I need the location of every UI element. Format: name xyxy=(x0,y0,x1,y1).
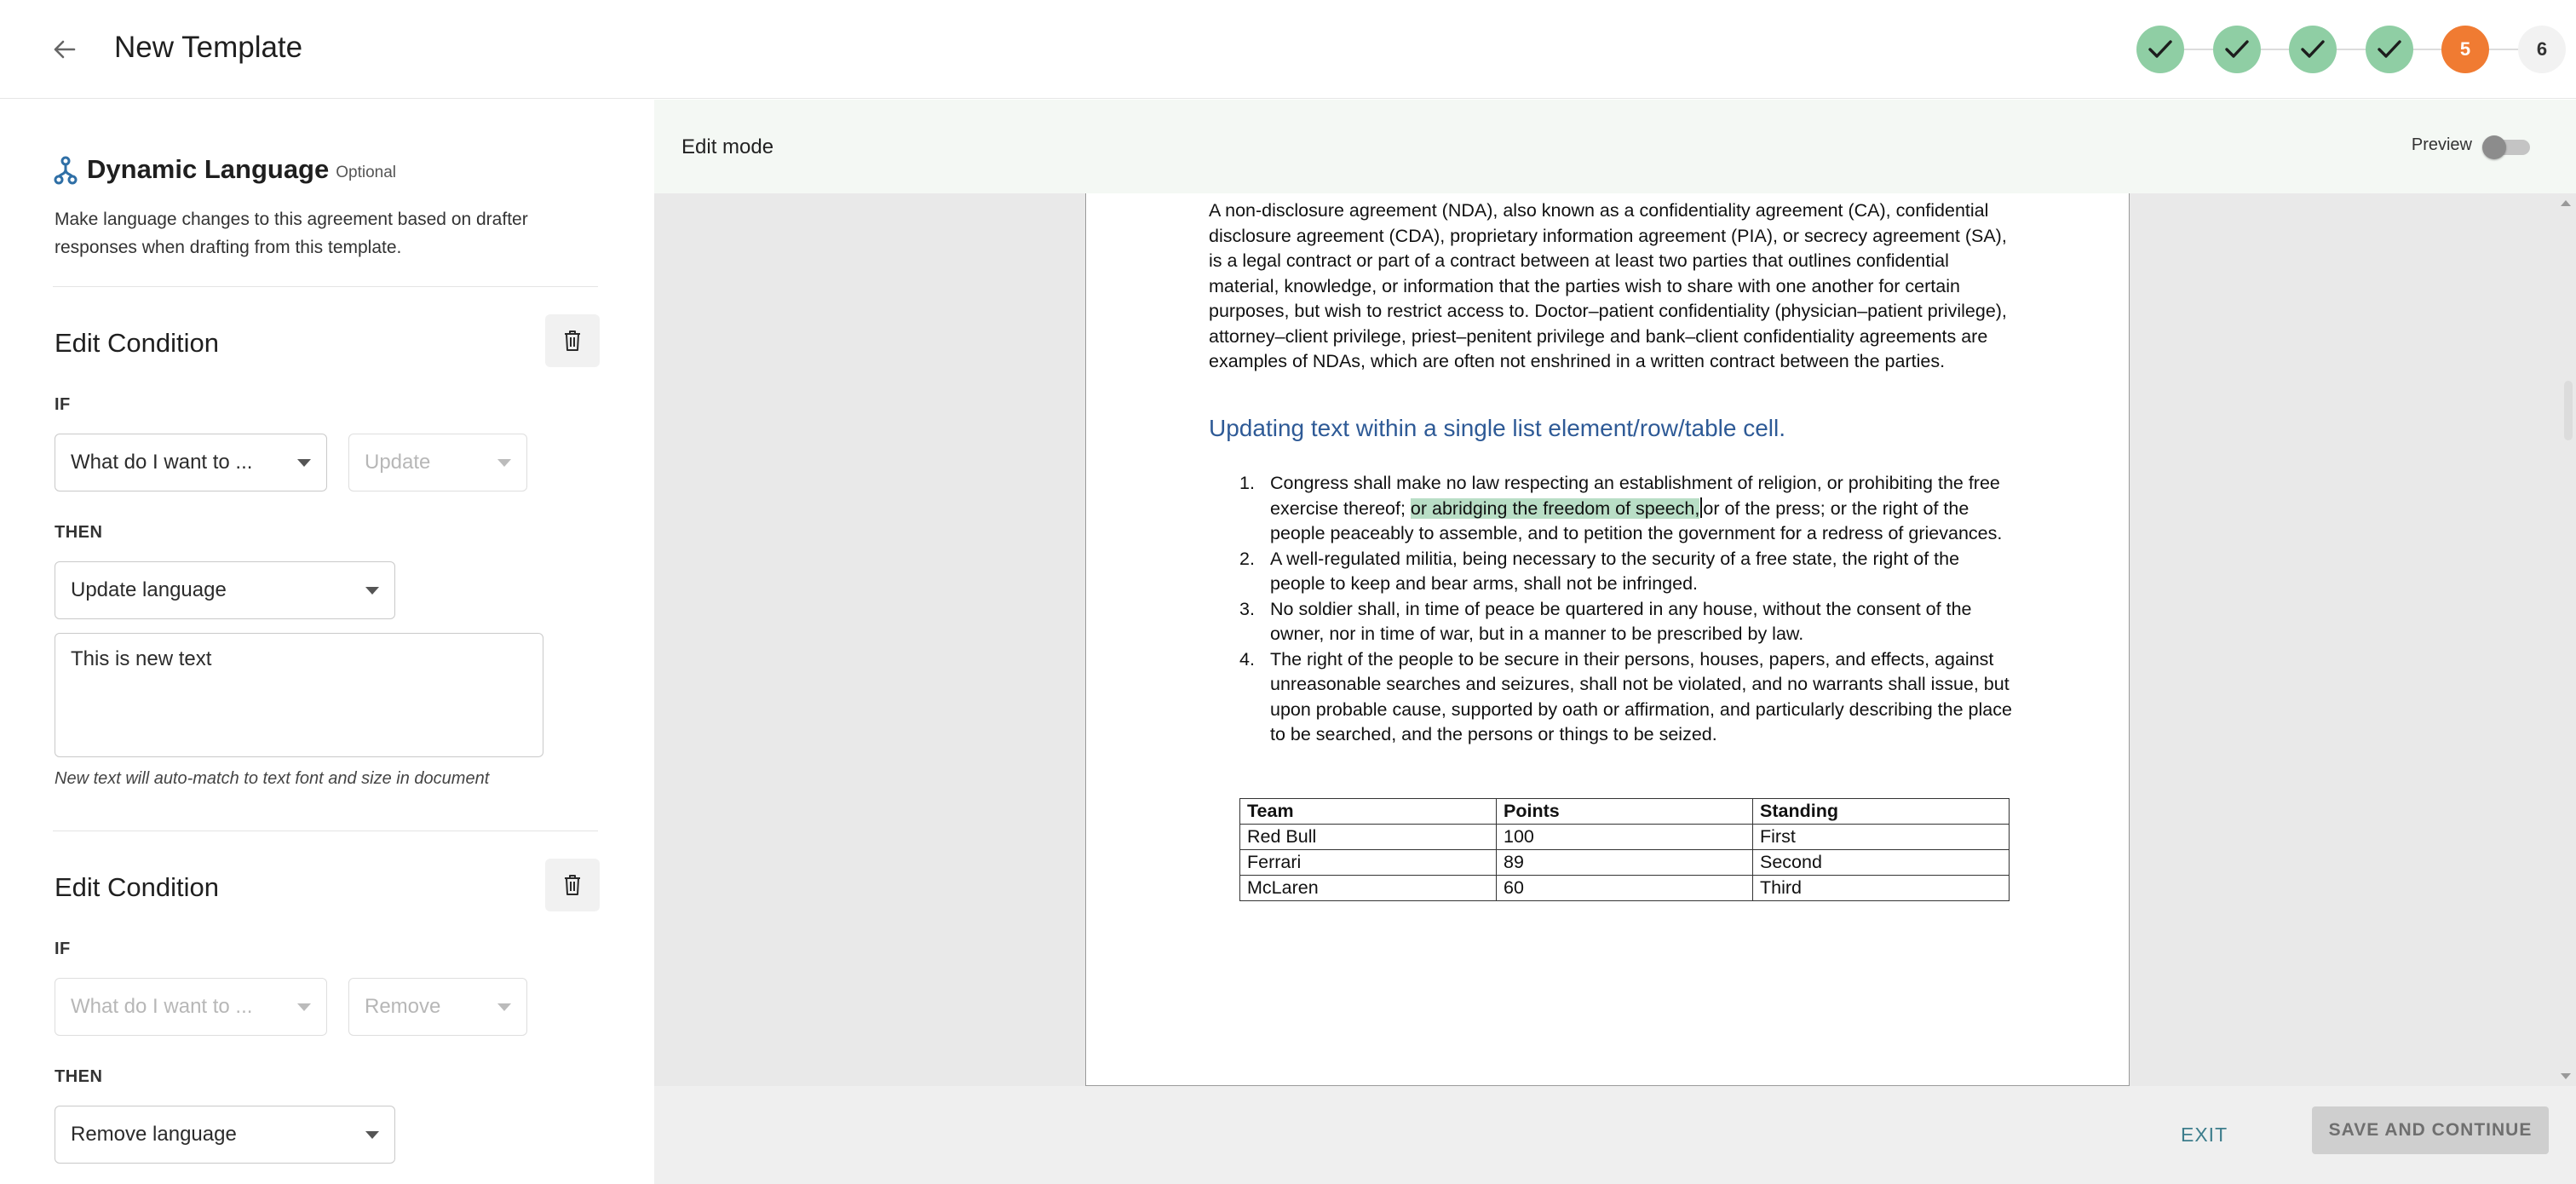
list-item[interactable] xyxy=(1209,471,2018,547)
table-cell[interactable]: 100 xyxy=(1497,825,1753,850)
exit-button[interactable]: EXIT xyxy=(2181,1124,2228,1146)
section-header xyxy=(53,154,396,185)
progress-stepper xyxy=(2133,26,2576,73)
then-select[interactable] xyxy=(55,1106,395,1164)
chevron-down-icon xyxy=(297,459,311,467)
action-select[interactable] xyxy=(348,978,527,1036)
table-header-cell[interactable]: Standing xyxy=(1753,799,2010,825)
chevron-down-icon xyxy=(365,1131,379,1139)
chevron-down-icon xyxy=(497,1003,511,1011)
list-item[interactable] xyxy=(1209,647,2018,748)
then-select[interactable] xyxy=(55,561,395,619)
table-header-row xyxy=(1240,799,2010,825)
new-text-input[interactable] xyxy=(55,633,543,757)
page-title: New Template xyxy=(114,31,303,64)
editor-footer xyxy=(654,1086,2576,1184)
step-5-current[interactable]: 5 xyxy=(2441,26,2489,73)
step-1-complete[interactable] xyxy=(2136,26,2184,73)
preview-toggle[interactable] xyxy=(2482,135,2532,158)
trash-icon xyxy=(563,330,582,352)
table-row xyxy=(1240,850,2010,876)
table-header-cell[interactable]: Points xyxy=(1497,799,1753,825)
if-label: IF xyxy=(55,395,71,414)
section-description: Make language changes to this agreement based on drafter responses when drafting from this template. xyxy=(55,210,528,257)
section-title: Dynamic Language xyxy=(87,154,330,184)
document-editor xyxy=(654,100,2576,1184)
table-cell[interactable]: Red Bull xyxy=(1240,825,1497,850)
scroll-down-arrow-icon[interactable] xyxy=(2561,1073,2571,1079)
question-select[interactable] xyxy=(55,434,327,491)
list-item-text: The right of the people to be secure in their persons, houses, papers, and effects, against unreasonable searches and seizures, shall not be violated, and no warrants shall issue, but upon probable cause, supported by oath or affirmation, and particularly describing the place to be searched, and the persons or things to be seized. xyxy=(1270,648,2012,744)
standings-table xyxy=(1239,798,2010,901)
chevron-down-icon xyxy=(297,1003,311,1011)
action-select[interactable] xyxy=(348,434,527,491)
table-cell[interactable]: Third xyxy=(1753,876,2010,901)
table-cell[interactable]: 60 xyxy=(1497,876,1753,901)
toggle-knob xyxy=(2482,135,2506,159)
then-label: THEN xyxy=(55,523,103,542)
table-row xyxy=(1240,825,2010,850)
step-3-complete[interactable] xyxy=(2289,26,2337,73)
table-header-cell[interactable]: Team xyxy=(1240,799,1497,825)
chevron-down-icon xyxy=(497,459,511,467)
delete-condition-1-button[interactable] xyxy=(545,314,600,367)
list-item-text: Congress shall make no law respecting an establishment of religion, or prohibiting the free exercise thereof; xyxy=(1270,473,2000,519)
step-4-complete[interactable] xyxy=(2366,26,2413,73)
then-select-value: Remove language xyxy=(71,1123,237,1146)
then-select-value: Update language xyxy=(71,578,227,601)
top-header xyxy=(0,0,2576,99)
trash-icon xyxy=(563,874,582,896)
back-arrow-icon[interactable] xyxy=(48,32,82,66)
checkmark-icon xyxy=(2377,39,2402,60)
table-row xyxy=(1240,876,2010,901)
list-item-text: A well-regulated militia, being necessary to the security of a free state, the right of the people to keep and bear arms, shall not be infringed. xyxy=(1270,548,1960,594)
condition-2-title: Edit Condition xyxy=(55,872,220,902)
editor-toolbar xyxy=(654,100,2576,193)
delete-condition-2-button[interactable] xyxy=(545,859,600,911)
action-select-value: Remove xyxy=(365,995,441,1018)
numbered-list xyxy=(1209,471,2018,748)
branch-icon xyxy=(53,156,78,185)
list-item[interactable] xyxy=(1209,597,2018,647)
list-item-text: or of the press; or the right of the people peaceably to assemble, and to petition the government for a redress of grievances. xyxy=(1270,497,2003,543)
checkmark-icon xyxy=(2224,39,2250,60)
optional-label: Optional xyxy=(336,164,397,181)
auto-match-hint: New text will auto-match to text font and size in document xyxy=(55,769,490,788)
list-number: 2. xyxy=(1239,548,1255,569)
checkmark-icon xyxy=(2148,39,2173,60)
list-number: 3. xyxy=(1239,598,1255,619)
checkmark-icon xyxy=(2300,39,2326,60)
step-6-upcoming[interactable]: 6 xyxy=(2518,26,2566,73)
question-select-value: What do I want to ... xyxy=(71,451,253,474)
document-heading[interactable]: Updating text within a single list element/row/table cell. xyxy=(1209,415,1786,441)
table-cell[interactable]: Second xyxy=(1753,850,2010,876)
table-cell[interactable]: McLaren xyxy=(1240,876,1497,901)
table-cell[interactable]: Ferrari xyxy=(1240,850,1497,876)
action-select-value: Update xyxy=(365,451,431,474)
scrollbar-thumb[interactable] xyxy=(2564,381,2573,440)
then-label: THEN xyxy=(55,1067,103,1086)
table-cell[interactable]: First xyxy=(1753,825,2010,850)
question-select[interactable] xyxy=(55,978,327,1036)
preview-label: Preview xyxy=(2411,135,2472,154)
dynamic-language-panel xyxy=(0,100,654,1184)
highlighted-selection[interactable]: or abridging the freedom of speech, xyxy=(1410,497,1700,519)
question-select-value: What do I want to ... xyxy=(71,995,253,1018)
intro-paragraph[interactable]: A non-disclosure agreement (NDA), also known as a confidentiality agreement (CA), confidential disclosure agreement (CDA), proprietary information agreement (PIA), or secrecy agreement (SA), is a legal contract or part of a contract between at least two parties that outlines confidential material, knowledge, or information that the parties wish to share with one another for certain purposes, but wish to restrict access to. Doctor–patient confidentiality (physician–patient privilege), attorney–client privilege, priest–penitent privilege and bank–client confidentiality agreements are examples of NDAs, which are often not enshrined in a written contract between the parties. xyxy=(1209,200,2007,371)
table-cell[interactable]: 89 xyxy=(1497,850,1753,876)
section-divider xyxy=(53,286,598,287)
condition-1-title: Edit Condition xyxy=(55,328,220,358)
list-item-text: No soldier shall, in time of peace be quartered in any house, without the consent of the owner, nor in time of war, but in a manner to be prescribed by law. xyxy=(1270,598,1972,644)
chevron-down-icon xyxy=(365,587,379,595)
document-page xyxy=(1085,193,2130,1086)
document-scroll-area[interactable] xyxy=(654,193,2576,1086)
step-2-complete[interactable] xyxy=(2213,26,2261,73)
if-label: IF xyxy=(55,940,71,958)
list-item[interactable] xyxy=(1209,547,2018,597)
scroll-up-arrow-icon[interactable] xyxy=(2561,200,2571,206)
save-and-continue-button[interactable]: SAVE AND CONTINUE xyxy=(2312,1106,2549,1154)
list-number: 1. xyxy=(1239,473,1255,493)
list-number: 4. xyxy=(1239,648,1255,670)
edit-mode-label: Edit mode xyxy=(681,135,774,158)
